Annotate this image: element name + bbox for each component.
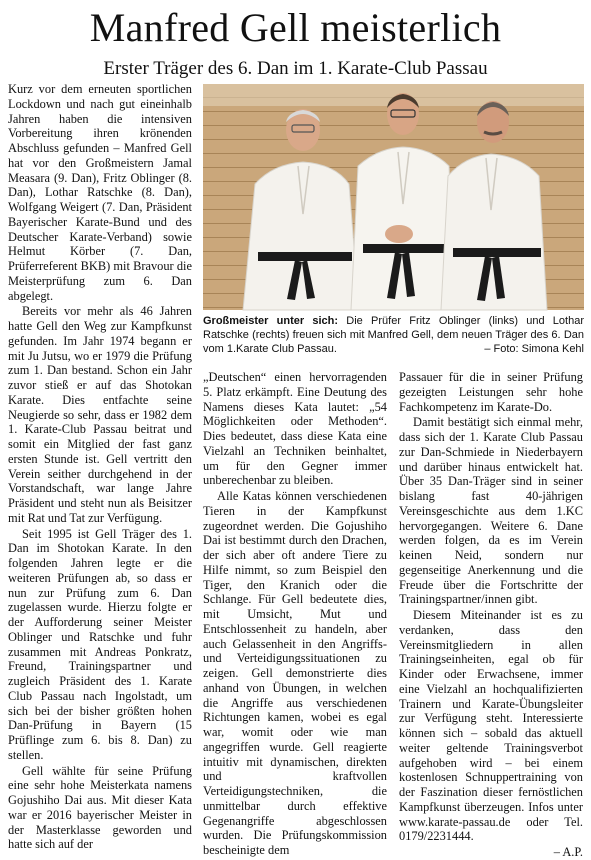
headline: Manfred Gell meisterlich [89,5,502,50]
paragraph: Gell wählte für seine Prüfung eine sehr hohe Meisterkata namens Gojushiho Dai aus. Mit dieser Kata war er 2016 bayerischer Meister in der Masterklasse geworden und hatte sich auf der [8,763,192,852]
caption-lead: Großmeister unter sich: [203,315,339,327]
photo-credit: – Foto: Simona Kehl [484,343,584,355]
paragraph: Kurz vor dem erneuten sportlichen Lockdown und nach gut eineinhalb Jahren haben die intensiven Vorbereitung ihren krönenden Abschluss gefunden – Manfred Gell hat vor den Großmeistern Jamal Measara (9. Dan), Fritz Oblinger (8. Dan), Lothar Ratschke (8. Dan), Wolfgang Weigert (7. Dan, Präsident Bayerischer Karate-Bund und des Deutscher Karate-Verband) sowie Helmut Körber (7. Dan, Prüferreferent BKB) mit Bravour die Meisterprüfung zum 6. Dan abgelegt. [8,82,192,303]
karate-masters-photo [203,84,584,310]
article-column-3 [399,370,583,859]
subheadline: Erster Träger des 6. Dan im 1. Karate-Club Passau [103,58,488,79]
paragraph: „Deutschen“ einen hervorragenden 5. Platz erkämpft. Eine Deutung des Namens dieses Kata lautet: „54 Möglichkeiten oder Methoden“. Dies bedeutet, dass diese Kata eine Vielzahl an Techniken beinhaltet, um für den Gegner immer unberechenbar zu bleiben. [203,370,387,488]
paragraph: Diesem Miteinander ist es zu verdanken, dass den Vereinsmitgliedern in allen Trainingseinheiten, egal ob für Kinder oder Erwachsene, immer eine Vielzahl an hochqualifizierten Trainern und Karate-Übungsleiter zur Verfügung steht. Interessierte können sich – sobald das aktuell weiter geltende Trainingsverbot aufgehoben wird – bei einem kostenlosen Schnuppertraining von der Faszination dieser fernöstlichen Kampfkunst überzeugen. Infos unter www.karate-passau.de oder Tel. 0179/2231444. [399,608,583,844]
article-column-2 [203,370,387,857]
caption-text: Die Prüfer Fritz Oblinger (links) und Lothar Ratschke (rechts) freuen sich mit Manfred Gell, dem neuen Träger des 6. Dan vom 1.Karate Club Passau. [203,315,585,355]
paragraph: Passauer für die in seiner Prüfung gezeigten Leistungen sehr hohe Fachkompetenz im Karate-Do. [399,370,583,414]
author-signature: – A.P. [553,845,583,859]
photo-caption [203,314,584,356]
article-column-1 [8,82,192,852]
paragraph: Bereits vor mehr als 46 Jahren hatte Gell den Weg zur Kampfkunst gefunden. Im Jahr 1974 begann er mit Ju Jutsu, wo er 1979 die Prüfung zum 1. Dan bestand. Schon ein Jahr zuvor stieß er auf das Shotokan Karate. Dies entfachte seine Neugierde so sehr, dass er 1982 dem 1. Karate-Club Passau beitrat und somit ein Mitglied der fast ganz ersten Stunde ist. Gell vertritt den Verein seither durchgehend in der Vorstandschaft, war lange Jahre Präsident und steht nun als Beisitzer mit Rat und Tat zur Verfügung. [8,304,192,525]
paragraph: Alle Katas können verschiedenen Tieren in der Kampfkunst zugeordnet werden. Die Gojushiho Dai ist bestimmt durch den Drachen, der sich aber oft andere Tiere zu Hilfe nimmt, so zum Beispiel den Tiger, den Kranich oder die Schlange. Für Gell bedeutete dies, mit Umsicht, Mut und Entschlossenheit zu handeln, aber auch Gelassenheit in den Angriffs- und Verteidigungssituationen zu zeigen. Gell demonstrierte dies anhand von Übungen, in welchen die Angriffe aus verschiedenen Richtungen kamen, wobei es egal war, womit oder wie man angegriffen wurde. Gell reagierte intuitiv mit dynamischen, direkten und kraftvollen Verteidigungstechniken, die unmittelbar durch effektive Gegenangriffe abgeschlossen wurden. Die Prüfungskommission bescheinigte dem [203,489,387,857]
paragraph: Seit 1995 ist Gell Träger des 1. Dan im Shotokan Karate. In den folgenden Jahren legte er die weiteren Prüfungen ab, so dass er nun zur Prüfung zum 6. Dan zugelassen wurde. Hierzu folgte er der Aufforderung seiner Meister Oblinger und Ratschke und fuhr zusammen mit Andreas Ponkratz, Freund, Trainingspartner und zugleich Präsident des 1. Karate Club Passau nach Ingolstadt, um sich bei der bisher größten hohen Dan-Prüfung in Bayern (15 Prüflinge zum 6. bis 8. Dan) zu stellen. [8,526,192,762]
photo-illustration [203,84,584,310]
paragraph: Damit bestätigt sich einmal mehr, dass sich der 1. Karate Club Passau zur Dan-Schmiede in Niederbayern und darüber hinaus entwickelt hat. Über 35 Dan-Träger sind in seiner bislang fast 40-jährigen Vereinsgeschichte aus dem 1.KC hervorgegangen. Weitere 6. Dane werden folgen, da es im Verein keinen Neid, sondern nur gegenseitige Anerkennung und die Freude über die Fortschritte der Trainingspartner/innen gibt. [399,415,583,607]
